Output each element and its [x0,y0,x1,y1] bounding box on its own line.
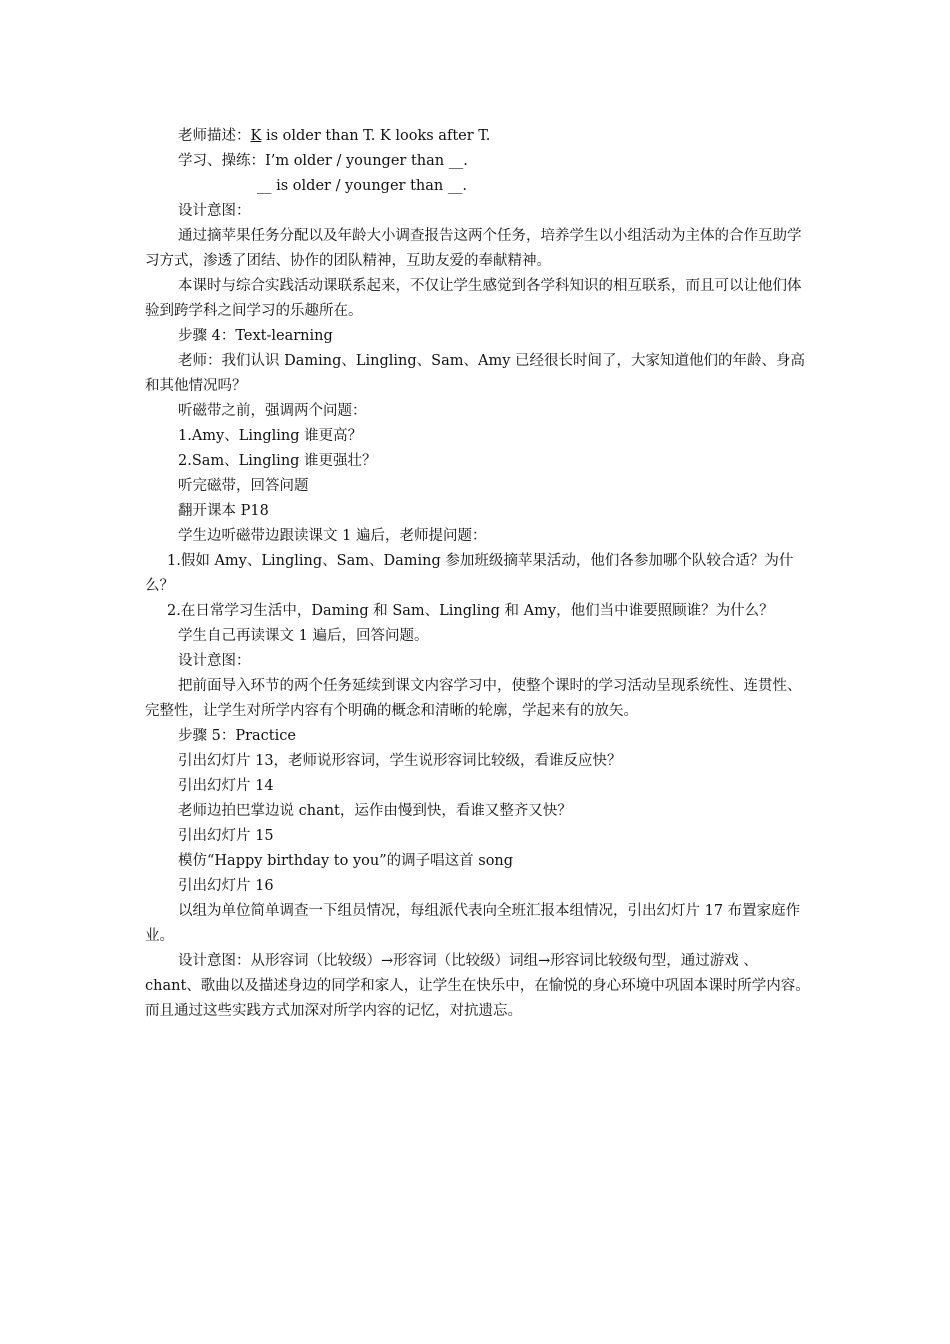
document-page [145,124,810,1024]
teacher-description-line: 老师描述：K is older than T. K looks after T. [178,128,491,144]
question-item: 2.Sam、Lingling 谁更强壮？ [178,453,377,469]
paragraph: 本课时与综合实践活动课联系起来，不仅让学生感觉到各学科知识的相互联系，而且可以让他们体验到跨学科之间学习的乐趣所在。 [145,278,802,319]
paragraph: 通过摘苹果任务分配以及年龄大小调查报告这两个任务，培养学生以小组活动为主体的合作互助学习方式，渗透了团结、协作的团队精神，互助友爱的奉献精神。 [145,228,802,269]
design-intent-heading: 设计意图： [178,203,251,219]
paragraph: 老师边拍巴掌边说 chant，运作由慢到快，看谁又整齐又快？ [178,803,572,819]
paragraph: 听完磁带，回答问题 [178,478,309,494]
paragraph: 引出幻灯片 13，老师说形容词，学生说形容词比较级，看谁反应快？ [178,753,622,769]
question-item: 1.假如 Amy、Lingling、Sam、Daming 参加班级摘苹果活动，他们各参加哪个队较合适？为什么？ [145,553,794,594]
paragraph: 翻开课本 P18 [178,503,269,519]
question-item: 2.在日常学习生活中，Daming 和 Sam、Lingling 和 Amy，他们当中谁要照顾谁？为什么？ [167,603,774,619]
paragraph: 学生边听磁带边跟读课文 1 遍后，老师提问题： [178,528,487,544]
paragraph: 听磁带之前，强调两个问题： [178,403,367,419]
paragraph: 模仿“Happy birthday to you”的调子唱这首 song [178,853,514,869]
underlined-k: K [250,128,262,144]
paragraph: 老师：我们认识 Daming、Lingling、Sam、Amy 已经很长时间了，大家知道他们的年龄、身高和其他情况吗？ [145,353,806,394]
step-4-heading: 步骤 4：Text-learning [178,328,333,344]
question-item: 1.Amy、Lingling 谁更高？ [178,428,363,444]
paragraph: 引出幻灯片 14 [178,778,274,794]
paragraph: 以组为单位简单调查一下组员情况，每组派代表向全班汇报本组情况，引出幻灯片 17 布置家庭作业。 [145,903,801,944]
step-5-heading: 步骤 5：Practice [178,728,296,744]
paragraph: 引出幻灯片 16 [178,878,274,894]
practice-line-2: __ is older / younger than __. [257,178,467,194]
practice-line: 学习、操练：I’m older / younger than __. [178,153,468,169]
paragraph: 设计意图：从形容词（比较级）→形容词（比较级）词组→形容词比较级句型，通过游戏 、chant、歌曲以及描述身边的同学和家人，让学生在快乐中，在愉悦的身心环境中巩固本课时所学内容。而且通过这些实践方式加深对所学内容的记忆，对抗遗忘。 [145,953,810,1019]
paragraph: 学生自己再读课文 1 遍后，回答问题。 [178,628,429,644]
design-intent-heading: 设计意图： [178,653,251,669]
paragraph: 把前面导入环节的两个任务延续到课文内容学习中，使整个课时的学习活动呈现系统性、连贯性、完整性，让学生对所学内容有个明确的概念和清晰的轮廓，学起来有的放矢。 [145,678,802,719]
paragraph: 引出幻灯片 15 [178,828,274,844]
